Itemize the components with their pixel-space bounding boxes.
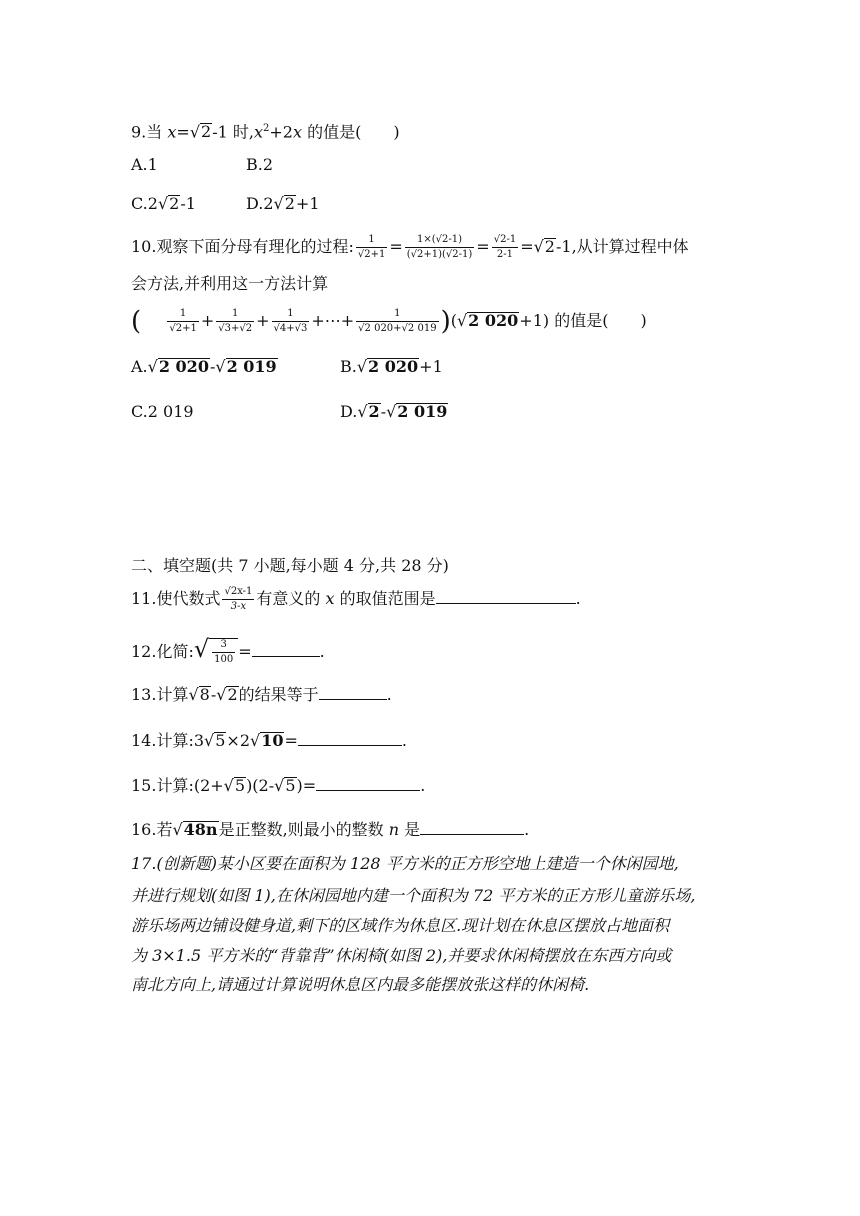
q13-suffix: 的结果等于: [238, 685, 319, 704]
frac-num: 1: [216, 308, 254, 322]
question-17-line-3: 游乐场两边铺设健身道,剩下的区域作为休息区.现计划在休息区摆放占地面积: [131, 916, 670, 935]
q10-fraction-1: [356, 234, 387, 261]
sqrt-symbol: √: [193, 635, 210, 663]
sqrt-symbol: √: [274, 776, 285, 795]
period: .: [401, 731, 407, 750]
q10-term-n: [356, 308, 438, 335]
q10-mult-rad: 2 020: [468, 311, 519, 330]
q9-x2: x: [292, 122, 302, 142]
q14-mid: ×2: [226, 731, 251, 750]
q12-radicand: [209, 638, 238, 666]
sqrt-symbol: √: [223, 776, 234, 795]
period: .: [319, 642, 325, 661]
period: .: [524, 820, 530, 839]
eq-sign: =: [520, 237, 534, 256]
answer-blank[interactable]: [319, 685, 387, 700]
question-10-line2: 会方法,并利用这一方法计算: [131, 274, 329, 293]
q9-var: x: [167, 122, 177, 142]
q13-prefix: 13.计算: [131, 685, 189, 704]
q9-exponent: 2: [263, 123, 270, 134]
sqrt-symbol: √: [357, 402, 368, 421]
q10-option-d: [340, 401, 448, 423]
q15-prefix: 15.计算:(2+: [131, 776, 224, 795]
frac-den: 2-1: [496, 249, 513, 260]
q10-line3-suffix: 的值是( ): [549, 311, 647, 330]
q10-term-2: [216, 308, 254, 335]
frac-den: √2+1: [169, 323, 197, 334]
q15-mid: )(2-: [246, 776, 275, 795]
question-11: [131, 586, 581, 613]
sqrt-symbol: √: [147, 357, 158, 376]
answer-blank[interactable]: [436, 589, 576, 604]
question-17-line-2: 并进行规划(如图 1),在休闲园地内建一个面积为 72 平方米的正方形儿童游乐场,: [131, 886, 696, 905]
period: .: [420, 776, 426, 795]
frac-num: 1: [272, 308, 310, 322]
frac-den: √2 020+√2 019: [358, 323, 437, 334]
question-14: [131, 730, 407, 752]
q9-option-b: B.2: [246, 155, 274, 174]
q16-var: n: [388, 820, 400, 839]
q14-rad2: 10: [261, 731, 284, 750]
answer-blank[interactable]: [298, 731, 402, 746]
q10-mult-open: (: [450, 311, 457, 330]
question-10-line1: [131, 234, 689, 261]
right-paren: ): [440, 306, 451, 337]
opt-rad: 2 019: [226, 357, 277, 376]
q16-prefix: 16.若: [131, 820, 173, 839]
sqrt-symbol: √: [216, 685, 227, 704]
q9-eq: =: [176, 122, 190, 142]
period: .: [575, 589, 581, 608]
question-17-line-1: 17.(创新题)某小区要在面积为 128 平方米的正方形空地上建造一个休闲园地,: [131, 854, 679, 873]
answer-blank[interactable]: [420, 820, 524, 835]
q9-d-rad: 2: [284, 194, 295, 213]
q16-rad: 48n: [183, 820, 218, 839]
eq-sign: =: [389, 237, 403, 256]
opt-pre: B.: [340, 357, 357, 376]
frac-den: √4+√3: [273, 323, 308, 334]
q10-option-c: C.2 019: [131, 402, 194, 421]
q15-rad1: 5: [234, 776, 246, 795]
question-12: [131, 635, 325, 666]
q9-d-post: +1: [295, 194, 320, 213]
frac-num: 3: [212, 639, 235, 653]
sqrt-symbol: √: [533, 237, 544, 256]
frac-num: 1: [167, 308, 198, 322]
question-17-line-4: 为 3×1.5 平方米的“背靠背”休闲椅(如图 2),并要求休闲椅摆放在东西方向或: [131, 946, 672, 965]
q10-term-3: [272, 308, 310, 335]
q16-suffix: 是: [399, 820, 421, 839]
plus-sign: +: [256, 311, 270, 330]
sqrt-symbol: √: [172, 820, 183, 839]
question-13: [131, 684, 392, 706]
frac-num: √2x-1: [222, 586, 254, 600]
opt-pre: A.: [131, 357, 148, 376]
question-9-stem: [131, 118, 400, 143]
q9-minus-one: -1 时,: [212, 122, 254, 142]
q14-prefix: 14.计算:3: [131, 731, 205, 750]
q9-radicand: 2: [201, 122, 212, 142]
q11-fraction: [222, 586, 254, 613]
q11-var: x: [325, 589, 335, 608]
q10-suffix: -1,从计算过程中体: [555, 237, 689, 256]
frac-den: √2+1: [357, 249, 386, 260]
sqrt-symbol: √: [386, 402, 397, 421]
opt-rad: 2 020: [368, 357, 419, 376]
q9-tail: 的值是( ): [302, 122, 400, 142]
sqrt-symbol: √: [204, 731, 215, 750]
sqrt-symbol: √: [250, 731, 261, 750]
q9-option-c: [131, 193, 196, 215]
q12-fraction: [212, 639, 235, 666]
frac-num: √2-1: [492, 234, 518, 248]
q11-mid: 有意义的: [256, 589, 326, 608]
frac-num: 1: [356, 234, 387, 248]
q13-mid: -: [210, 685, 217, 704]
q9-prefix: 9.当: [131, 122, 163, 142]
q10-fraction-2: [405, 234, 475, 261]
frac-den: (√2+1)(√2-1): [406, 249, 473, 260]
answer-blank[interactable]: [252, 642, 320, 657]
question-15: [131, 775, 425, 797]
q10-res-rad: 2: [544, 237, 555, 256]
plus-sign: +: [200, 311, 215, 330]
q9-plus2: +2: [269, 122, 293, 142]
q11-prefix: 11.使代数式: [131, 589, 221, 608]
answer-blank[interactable]: [316, 776, 420, 791]
left-paren: (: [131, 306, 142, 337]
q11-suffix: 的取值范围是: [334, 589, 436, 608]
q15-rad2: 5: [285, 776, 296, 795]
opt-mid: -: [380, 402, 387, 421]
frac-den: 3-x: [230, 601, 247, 612]
question-10-line3: [131, 308, 647, 335]
opt-rad: 2 020: [158, 357, 209, 376]
sqrt-symbol: √: [157, 194, 169, 213]
q10-option-a: [131, 356, 278, 378]
eq-sign: =: [476, 237, 490, 256]
q9-d-pre: D.2: [246, 194, 274, 213]
q10-fraction-3: [492, 234, 518, 261]
sqrt-symbol: √: [215, 357, 226, 376]
q13-rad2: 2: [227, 685, 238, 704]
opt-pre: D.: [340, 402, 358, 421]
eq-sign: =: [284, 731, 298, 750]
sqrt-symbol: √: [273, 194, 284, 213]
eq-sign: =: [238, 642, 252, 661]
question-17-line-5: 南北方向上,请通过计算说明休息区内最多能摆放张这样的休闲椅.: [131, 975, 590, 994]
q9-x: x: [253, 122, 263, 142]
period: .: [386, 685, 392, 704]
q10-prefix: 10.观察下面分母有理化的过程:: [131, 237, 354, 256]
question-16: [131, 819, 529, 841]
q9-c-post: -1: [180, 194, 196, 213]
sqrt-symbol: √: [189, 122, 201, 142]
sqrt-symbol: √: [356, 357, 368, 376]
ellipsis-plus: +⋯+: [311, 311, 355, 330]
q9-c-pre: C.2: [131, 194, 158, 213]
q9-c-rad: 2: [169, 194, 180, 213]
q10-mult-close: +1): [519, 311, 550, 330]
q10-term-1: [167, 308, 198, 335]
q9-option-a: A.1: [131, 155, 158, 174]
frac-num: 1×(√2-1): [405, 234, 475, 248]
frac-den: √3+√2: [218, 323, 253, 334]
section-2-heading: 二、填空题(共 7 小题,每小题 4 分,共 28 分): [131, 556, 449, 575]
q9-option-d: [246, 193, 320, 215]
opt-post: +1: [419, 357, 443, 376]
frac-den: 100: [214, 654, 234, 665]
frac-num: 1: [356, 308, 438, 322]
q14-rad1: 5: [215, 731, 226, 750]
q13-rad1: 8: [199, 685, 210, 704]
sqrt-symbol: √: [188, 685, 199, 704]
q10-option-b: [340, 356, 443, 378]
sqrt-symbol: √: [456, 311, 468, 330]
opt-mid: -: [209, 357, 216, 376]
q16-mid: 是正整数,则最小的整数: [218, 820, 389, 839]
opt-rad: 2 019: [397, 402, 448, 421]
opt-rad: 2: [368, 402, 380, 421]
q12-prefix: 12.化简:: [131, 642, 194, 661]
q15-suffix: )=: [296, 776, 317, 795]
